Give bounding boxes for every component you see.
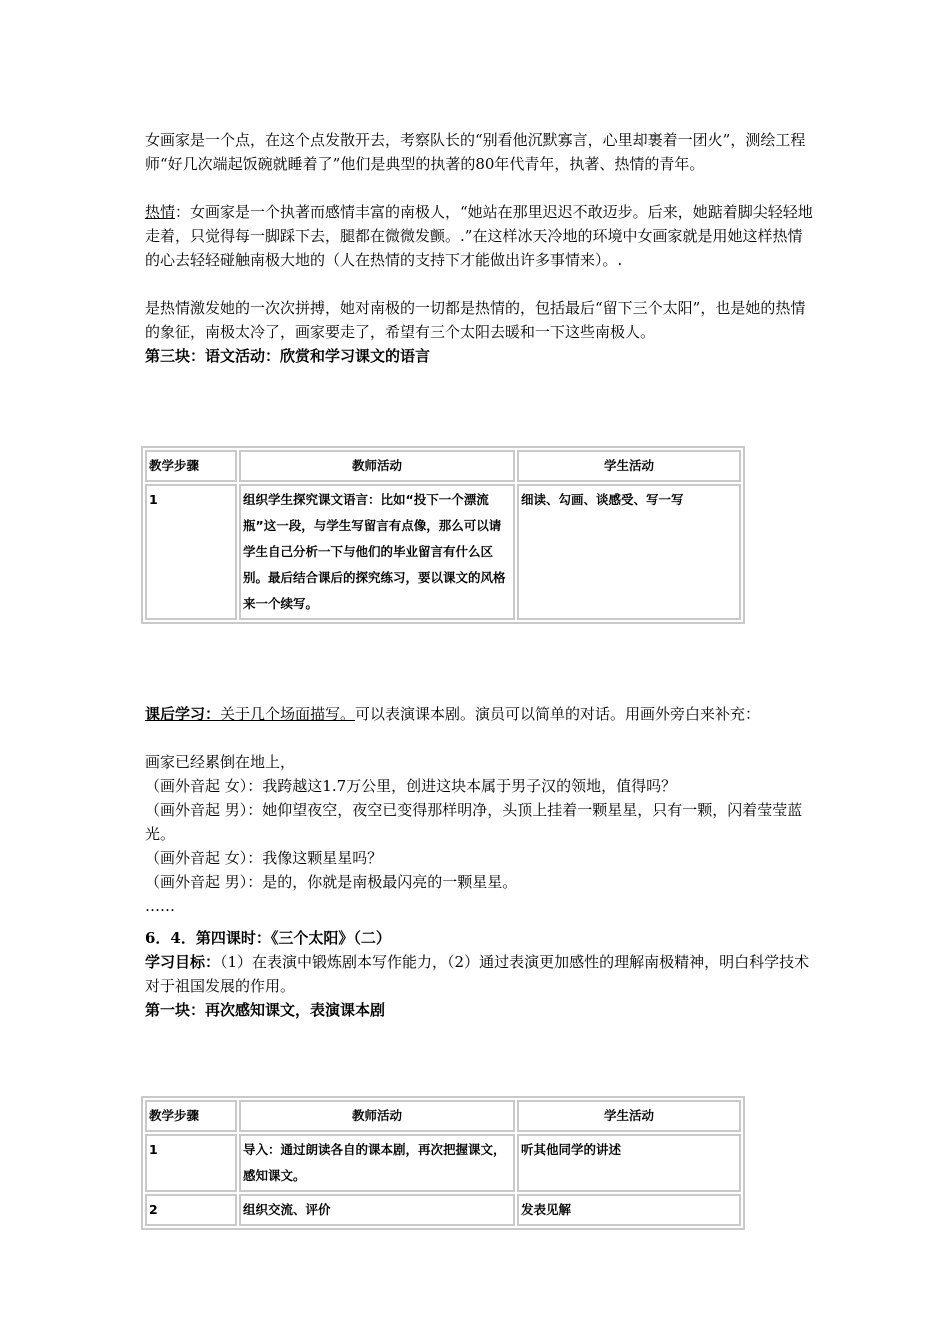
table-header-row	[145, 1100, 741, 1132]
cell-student: 发表见解	[517, 1194, 741, 1226]
after-class-text: 可以表演课本剧。演员可以简单的对话。用画外旁白来补充：	[355, 705, 761, 723]
table-row	[145, 1194, 741, 1226]
section-heading-1: 第一块：再次感知课文，表演课本剧	[145, 1001, 386, 1019]
script-line: （画外音起 男）：是的，你就是南极最闪亮的一颗星星。	[145, 873, 518, 891]
keyword-label: 热情	[145, 203, 176, 221]
lesson-heading: 6．4．第四课时：《三个太阳》（二）	[145, 929, 391, 947]
after-class-topic: 关于几个场面描写。	[220, 705, 356, 723]
header-teacher: 教师活动	[239, 450, 515, 482]
paragraph-1: 女画家是一个点，在这个点发散开去，考察队长的“别看他沉默寡言，心里却裹着一团火”，测绘工程师“好几次端起饭碗就睡着了”他们是典型的执著的80年代青年，执著、热情的青年。	[145, 131, 806, 173]
script-line: （画外音起 女）：我跨越这1.7万公里，创进这块本属于男子汉的领地，值得吗？	[145, 777, 677, 795]
script-line: 画家已经累倒在地上，	[145, 753, 296, 771]
script-block	[145, 750, 815, 918]
goal-label: 学习目标：	[145, 953, 221, 971]
paragraph-2	[145, 200, 815, 272]
learning-goals	[145, 950, 815, 998]
header-student: 学生活动	[517, 450, 741, 482]
lesson-table-2	[141, 1096, 745, 1230]
header-step: 教学步骤	[145, 1100, 237, 1132]
cell-teacher: 组织学生探究课文语言：比如“投下一个漂流瓶”这一段，与学生写留言有点像，那么可以请学生自己分析一下与他们的毕业留言有什么区别。最后结合课后的探究练习，要以课文的风格来一个续写。	[239, 484, 515, 620]
goal-text: （1）在表演中锻炼剧本写作能力，（2）通过表演更加感性的理解南极精神，明白科学技术对于祖国发展的作用。	[145, 953, 810, 995]
table-header-row	[145, 450, 741, 482]
cell-teacher: 组织交流、评价	[239, 1194, 515, 1226]
header-teacher: 教师活动	[239, 1100, 515, 1132]
paragraph-3: 是热情激发她的一次次拼搏，她对南极的一切都是热情的，包括最后“留下三个太阳”，也是她的热情的象征，南极太冷了，画家要走了，希望有三个太阳去暖和一下这些南极人。	[145, 299, 806, 341]
header-student: 学生活动	[517, 1100, 741, 1132]
after-class-paragraph	[145, 702, 815, 726]
cell-step: 1	[145, 1134, 237, 1192]
script-line: ……	[145, 897, 175, 915]
cell-student: 细读、勾画、谈感受、写一写	[517, 484, 741, 620]
header-step: 教学步骤	[145, 450, 237, 482]
table-row	[145, 1134, 741, 1192]
lesson-table-1	[141, 446, 745, 624]
cell-step: 1	[145, 484, 237, 620]
script-line: （画外音起 男）：她仰望夜空，夜空已变得那样明净，头顶上挂着一颗星星，只有一颗，闪着莹莹蓝光。	[145, 801, 803, 843]
cell-step: 2	[145, 1194, 237, 1226]
script-line: （画外音起 女）：我像这颗星星吗？	[145, 849, 383, 867]
paragraph-2-text: ：女画家是一个执著而感情丰富的南极人，“她站在那里迟迟不敢迈步。后来，她踮着脚尖轻轻地走着，只觉得每一脚踩下去，腿都在微微发颤。.”在这样冰天冷地的环境中女画家就是用她这样热情的心去轻轻碰触南极大地的（人在热情的支持下才能做出许多事情来）。.	[145, 203, 813, 269]
table-row	[145, 484, 741, 620]
after-class-label: 课后学习：	[145, 705, 221, 723]
section-heading-3: 第三块：语文活动：欣赏和学习课文的语言	[145, 347, 431, 365]
cell-student: 听其他同学的讲述	[517, 1134, 741, 1192]
cell-teacher: 导入：通过朗读各自的课本剧，再次把握课文，感知课文。	[239, 1134, 515, 1192]
